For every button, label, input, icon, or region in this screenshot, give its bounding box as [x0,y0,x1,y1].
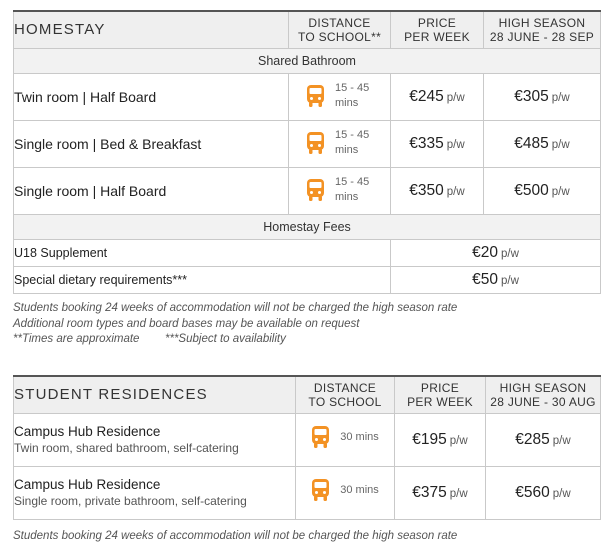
residences-table [13,375,601,520]
residences-col-distance: DISTANCE TO SCHOOL [296,376,395,413]
price-cell [391,73,484,120]
distance-unit: mins [335,96,359,109]
high-season-value: €500 [514,181,549,199]
residences-note [13,529,593,545]
room-type: Single room | Bed & Breakfast [14,120,289,167]
price-cell [395,466,486,519]
per-week-label: p/w [446,185,465,198]
residence-cell [14,413,296,466]
distance-cell [296,466,395,519]
per-week-label: p/w [551,138,570,151]
fee-row [14,266,601,293]
residence-name: Campus Hub Residence [14,424,161,439]
note-line: Students booking 24 weeks of accommodation will not be charged the high season rate [13,302,458,314]
distance-cell [289,120,391,167]
homestay-header-row [14,11,601,48]
table-row [14,413,601,466]
room-type: Single room | Half Board [14,167,289,214]
price-value: €245 [409,87,444,105]
distance-value: 15 - 45 [335,128,370,141]
bus-icon [311,425,330,449]
per-week-label: p/w [500,274,519,287]
homestay-col-distance: DISTANCE TO SCHOOL** [289,11,391,48]
per-week-label: p/w [446,91,465,104]
price-value: €335 [409,134,444,152]
table-row [14,120,601,167]
price-value: €195 [412,430,447,448]
homestay-notes [13,301,593,348]
residence-description: Single room, private bathroom, self-catering [14,494,247,508]
distance-value: 30 mins [340,430,379,443]
price-value: €375 [412,483,447,501]
fee-price-cell [391,266,601,293]
bus-icon [306,84,325,108]
section-label: Homestay Fees [14,214,601,239]
fee-price-value: €20 [472,243,498,261]
fee-price-cell [391,239,601,266]
homestay-col-price: PRICE PER WEEK [391,11,484,48]
per-week-label: p/w [552,487,571,500]
distance-value: 15 - 45 [335,81,370,94]
fee-price-value: €50 [472,270,498,288]
section-row-shared-bathroom [14,48,601,73]
table-row [14,167,601,214]
high-season-cell [486,413,601,466]
distance-cell [296,413,395,466]
high-season-cell [484,167,601,214]
fee-name: Special dietary requirements*** [14,266,391,293]
residence-cell [14,466,296,519]
distance-cell [289,73,391,120]
distance-value: 30 mins [340,483,379,496]
price-cell [395,413,486,466]
price-cell [391,120,484,167]
high-season-value: €485 [514,134,549,152]
distance-unit: mins [335,143,359,156]
fee-name: U18 Supplement [14,239,391,266]
fee-row [14,239,601,266]
homestay-title: HOMESTAY [14,11,289,48]
residences-col-high-season: HIGH SEASON 28 JUNE - 30 AUG [486,376,601,413]
homestay-col-high-season: HIGH SEASON 28 JUNE - 28 SEP [484,11,601,48]
high-season-cell [486,466,601,519]
table-row [14,466,601,519]
section-row-homestay-fees [14,214,601,239]
table-row [14,73,601,120]
room-type: Twin room | Half Board [14,73,289,120]
price-value: €350 [409,181,444,199]
price-cell [391,167,484,214]
bus-icon [306,131,325,155]
homestay-table [13,10,601,294]
per-week-label: p/w [449,487,468,500]
high-season-value: €560 [515,483,550,501]
note-line: **Times are approximate ***Subject to availability [13,333,286,345]
bus-icon [306,178,325,202]
per-week-label: p/w [552,434,571,447]
distance-cell [289,167,391,214]
high-season-value: €305 [514,87,549,105]
residences-col-price: PRICE PER WEEK [395,376,486,413]
note-line: Additional room types and board bases may be available on request [13,317,360,330]
section-label: Shared Bathroom [14,48,601,73]
per-week-label: p/w [551,91,570,104]
distance-value: 15 - 45 [335,175,370,188]
residence-description: Twin room, shared bathroom, self-catering [14,441,239,455]
high-season-value: €285 [515,430,550,448]
distance-unit: mins [335,190,359,203]
bus-icon [311,478,330,502]
per-week-label: p/w [500,247,519,260]
per-week-label: p/w [551,185,570,198]
residences-header-row [14,376,601,413]
per-week-label: p/w [446,138,465,151]
high-season-cell [484,120,601,167]
note-line: Students booking 24 weeks of accommodation will not be charged the high season rate [13,530,458,542]
high-season-cell [484,73,601,120]
residence-name: Campus Hub Residence [14,477,161,492]
per-week-label: p/w [449,434,468,447]
residences-title: STUDENT RESIDENCES [14,376,296,413]
